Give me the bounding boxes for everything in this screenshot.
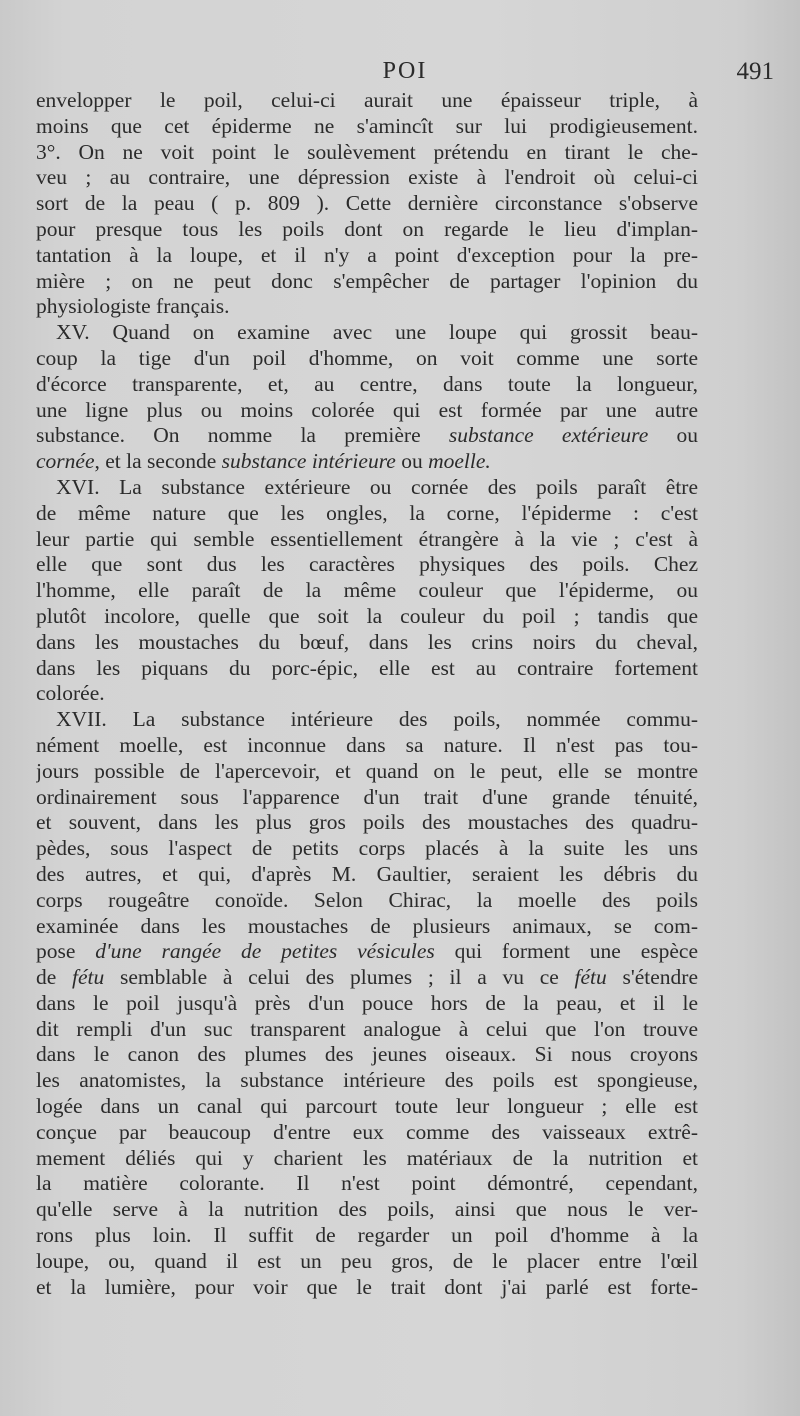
text-line: mement déliés qui y charient les matériaux de la nutrition et — [36, 1145, 698, 1170]
text-line: XV. Quand on examine avec une loupe qui grossit beau- — [56, 320, 698, 345]
text-line: sort de la peau ( p. 809 ). Cette dernière circonstance s'observe — [36, 191, 698, 216]
text-line: leur partie qui semble essentiellement étrangère à la vie ; c'est à — [36, 526, 698, 551]
italic-term: cornée — [36, 449, 95, 474]
text-line: logée dans un canal qui parcourt toute leur longueur ; elle est — [36, 1094, 698, 1119]
text-line: veu ; au contraire, une dépression existe à l'endroit où celui-ci — [36, 165, 698, 190]
body-text — [36, 88, 698, 1300]
text-line: et la lumière, pour voir que le trait dont j'ai parlé est forte- — [36, 1274, 698, 1299]
text-line: dans les moustaches du bœuf, dans les crins noirs du cheval, — [36, 629, 698, 654]
text-line: coup la tige d'un poil d'homme, on voit comme une sorte — [36, 345, 698, 370]
text-line: moins que cet épiderme ne s'amincît sur lui prodigieusement. — [36, 113, 698, 138]
text-line: nément moelle, est inconnue dans sa nature. Il n'est pas tou- — [36, 732, 698, 757]
text-line: des autres, et qui, d'après M. Gaultier, seraient les débris du — [36, 861, 698, 886]
text-line: pour presque tous les poils dont on regarde le lieu d'implan- — [36, 216, 698, 241]
text-line: une ligne plus ou moins colorée qui est formée par une autre — [36, 397, 698, 422]
text-line: dans le poil jusqu'à près d'un pouce hors de la peau, et il le — [36, 990, 698, 1015]
italic-term: substance intérieure — [221, 449, 396, 474]
text-line: corps rougeâtre conoïde. Selon Chirac, la moelle des poils — [36, 887, 698, 912]
italic-term: moelle. — [428, 449, 491, 474]
page-number: 491 — [736, 58, 774, 85]
text-line: plutôt incolore, quelle que soit la couleur du poil ; tandis que — [36, 603, 698, 628]
text-line: loupe, ou, quand il est un peu gros, de le placer entre l'œil — [36, 1248, 698, 1273]
text-line: la matière colorante. Il n'est point démontré, cependant, — [36, 1171, 698, 1196]
text-line: 3°. On ne voit point le soulèvement prétendu en tirant le che- — [36, 139, 698, 164]
text-line: de même nature que les ongles, la corne, l'épiderme : c'est — [36, 500, 698, 525]
text-line: envelopper le poil, celui-ci aurait une épaisseur triple, à — [36, 88, 698, 112]
text-line: conçue par beaucoup d'entre eux comme des vaisseaux extrê- — [36, 1119, 698, 1144]
text-line: pèdes, sous l'aspect de petits corps placés à la suite les uns — [36, 836, 698, 861]
text-line: ordinairement sous l'apparence d'un trait d'une grande ténuité, — [36, 784, 698, 809]
text-line: examinée dans les moustaches de plusieurs animaux, se com- — [36, 913, 698, 938]
text-line: XVII. La substance intérieure des poils, nommée commu- — [56, 707, 698, 732]
text-line: de fétu semblable à celui des plumes ; il a vu ce fétu s'étendre — [36, 965, 698, 990]
text-line: l'homme, elle paraît de la même couleur que l'épiderme, ou — [36, 578, 698, 603]
text-line: les anatomistes, la substance intérieure des poils est spongieuse, — [36, 1068, 698, 1093]
text-line: dans le canon des plumes des jeunes oiseaux. Si nous croyons — [36, 1042, 698, 1067]
text-line: physiologiste français. — [36, 294, 230, 319]
text-line: substance. On nomme la première substance extérieure ou — [36, 423, 698, 448]
text-line: pose d'une rangée de petites vésicules qui forment une espèce — [36, 939, 698, 964]
italic-term: d'une rangée de petites vésicules — [95, 939, 435, 964]
text-line: colorée. — [36, 681, 105, 706]
running-head: POI — [382, 58, 428, 84]
page-header — [36, 58, 774, 90]
italic-term: fétu — [72, 965, 105, 990]
text-line: tantation à la loupe, et il n'y a point d'exception pour la pre- — [36, 242, 698, 267]
text-line: dit rempli d'un suc transparent analogue à celui que l'on trouve — [36, 1016, 698, 1041]
text-line: d'écorce transparente, et, au centre, dans toute la longueur, — [36, 371, 698, 396]
italic-term: substance extérieure — [448, 423, 649, 448]
text-line: jours possible de l'apercevoir, et quand on le peut, elle se montre — [36, 758, 698, 783]
text-line: elle que sont dus les caractères physiques des poils. Chez — [36, 552, 698, 577]
text-line: rons plus loin. Il suffit de regarder un poil d'homme à la — [36, 1223, 698, 1248]
italic-term: fétu — [574, 965, 607, 990]
text-line: dans les piquans du porc-épic, elle est au contraire fortement — [36, 655, 698, 680]
text-line: XVI. La substance extérieure ou cornée des poils paraît être — [56, 474, 698, 499]
text-line: mière ; on ne peut donc s'empêcher de partager l'opinion du — [36, 268, 698, 293]
text-line: qu'elle serve à la nutrition des poils, ainsi que nous le ver- — [36, 1197, 698, 1222]
text-line: et souvent, dans les plus gros poils des moustaches des quadru- — [36, 810, 698, 835]
text-line: cornée, et la seconde substance intérieure ou moelle. — [36, 449, 491, 474]
